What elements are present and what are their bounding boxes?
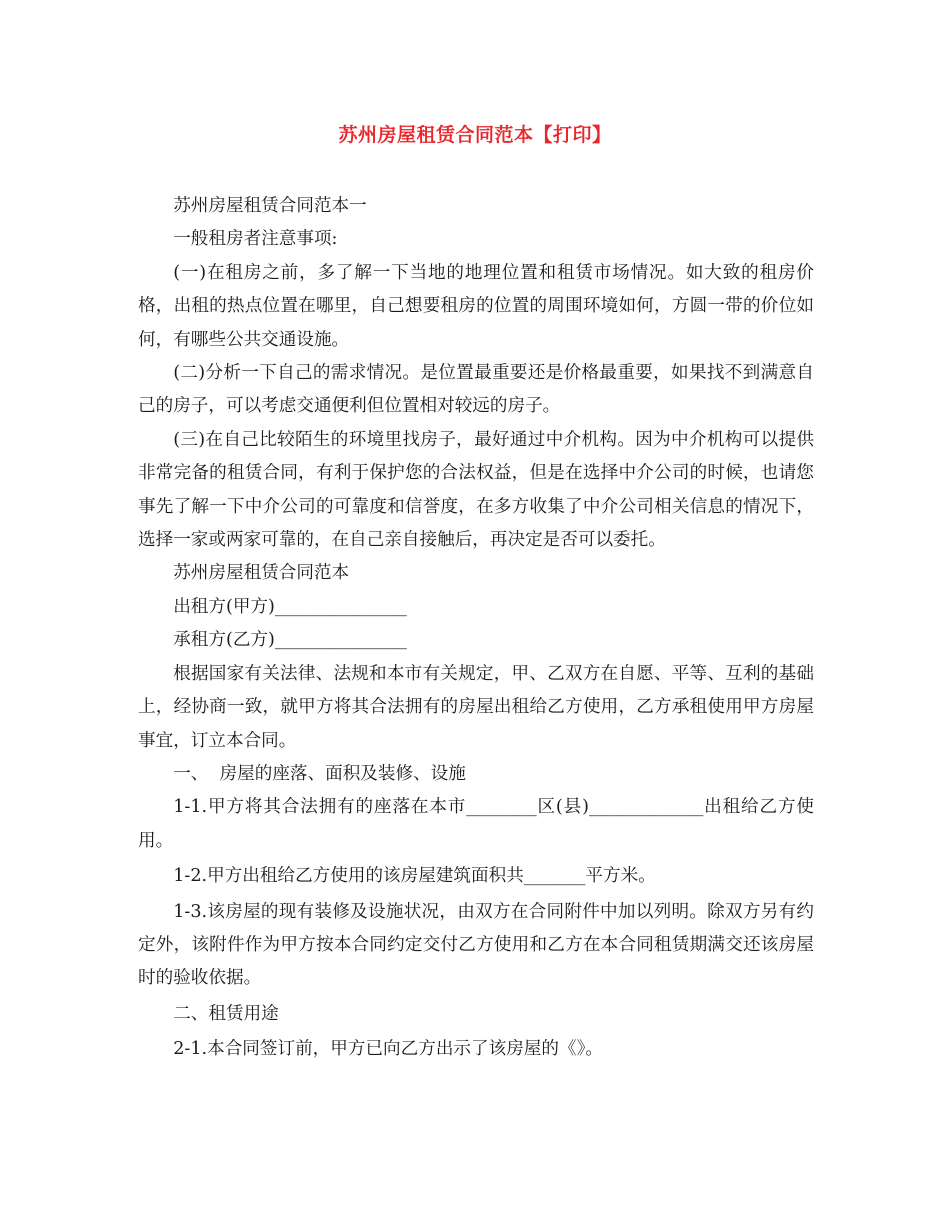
paragraph-notice-2: (二)分析一下自己的需求情况。是位置最重要还是价格最重要，如果找不到满意自己的房子，可以考虑交通便利但位置相对较远的房子。 <box>138 363 814 417</box>
paragraph-notice-3: (三)在自己比较陌生的环境里找房子，最好通过中介机构。因为中介机构可以提供非常完备的租赁合同，有利于保护您的合法权益，但是在选择中介公司的时候，也请您事先了解一下中介公司的可靠度和信誉度，在多方收集了中介公司相关信息的情况下，选择一家或两家可靠的，在自己亲自接触后，再决定是否可以委托。 <box>138 429 814 551</box>
paragraph-notice-heading: 一般租房者注意事项: <box>173 229 338 250</box>
paragraph-contract-heading: 苏州房屋租赁合同范本 <box>173 563 350 584</box>
paragraph-lessor-field: 出租方(甲方)_______________ <box>173 596 407 617</box>
paragraph-clause-2-1: 2-1.本合同签订前，甲方已向乙方出示了该房屋的《》。 <box>173 1039 603 1060</box>
paragraph-template-heading: 苏州房屋租赁合同范本一 <box>173 196 367 216</box>
paragraph-section-2-heading: 二、租赁用途 <box>173 1003 279 1024</box>
paragraph-clause-1-3: 1-3.该房屋的现有装修及设施状况，由双方在合同附件中加以列明。除双方另有约定外，该附件作为甲方按本合同约定交付乙方使用和乙方在本合同租赁期满交还该房屋时的验收依据。 <box>138 901 814 989</box>
document-title: 苏州房屋租赁合同范本【打印】 <box>338 124 612 146</box>
paragraph-section-1-heading: 一、 房屋的座落、面积及装修、设施 <box>173 763 466 784</box>
document-body <box>138 190 814 1067</box>
paragraph-notice-1: (一)在租房之前，多了解一下当地的地理位置和租赁市场情况。如大致的租房价格，出租的热点位置在哪里，自己想要租房的位置的周围环境如何，方圆一带的价位如何，有哪些公共交通设施。 <box>138 262 814 350</box>
paragraph-clause-1-2: 1-2.甲方出租给乙方使用的该房屋建筑面积共_______平方米。 <box>173 866 656 887</box>
paragraph-clause-1-1: 1-1.甲方将其合法拥有的座落在本市________区(县)_____________出租给乙方使用。 <box>138 797 814 851</box>
paragraph-preamble: 根据国家有关法律、法规和本市有关规定，甲、乙双方在自愿、平等、互利的基础上，经协商一致，就甲方将其合法拥有的房屋出租给乙方使用，乙方承租使用甲方房屋事宜，订立本合同。 <box>138 663 814 751</box>
paragraph-lessee-field: 承租方(乙方)_______________ <box>173 630 407 651</box>
